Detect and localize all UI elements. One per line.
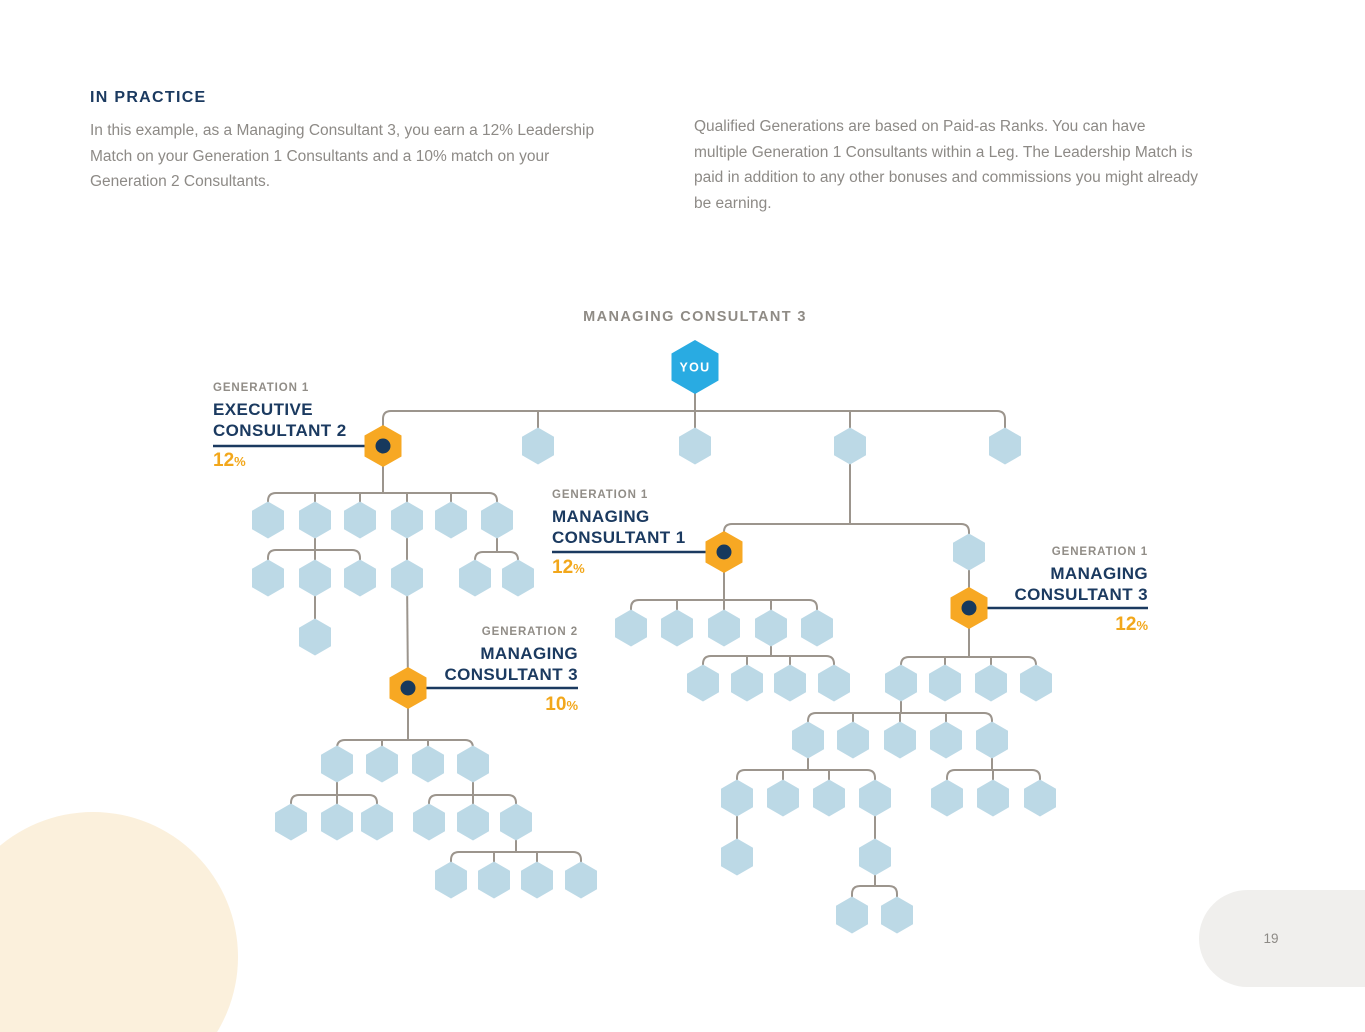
match-percentage: 12% bbox=[552, 557, 585, 578]
intro-paragraph-right: Qualified Generations are based on Paid-as Ranks. You can have multiple Generation 1 Consultants within a Leg. The Leadership Match is paid in addition to any other bonuses and commissions you might already be earning. bbox=[694, 118, 1199, 212]
rank-name-line2: CONSULTANT 2 bbox=[213, 420, 347, 440]
consultant-node bbox=[731, 665, 763, 702]
generation-label: GENERATION 1 bbox=[213, 382, 310, 394]
consultant-node bbox=[481, 502, 513, 539]
consultant-node bbox=[767, 780, 799, 817]
consultant-node bbox=[813, 780, 845, 817]
consultant-node bbox=[976, 722, 1008, 759]
callout-generation1-executive-consultant2 bbox=[213, 381, 347, 472]
consultant-node bbox=[837, 722, 869, 759]
match-percentage: 12% bbox=[213, 450, 246, 471]
consultant-node bbox=[522, 428, 554, 465]
tree-connector bbox=[737, 770, 875, 798]
you-node-label: YOU bbox=[679, 360, 711, 375]
consultant-node bbox=[275, 804, 307, 841]
intro-paragraph-left: In this example, as a Managing Consultant 3, you earn a 12% Leadership Match on your Generation 1 Consultants and a 10% match on your Generation 2 Consultants. bbox=[90, 122, 595, 191]
consultant-node bbox=[252, 560, 284, 597]
consultant-node bbox=[391, 502, 423, 539]
page-number: 19 bbox=[1263, 931, 1279, 946]
consultant-node bbox=[457, 746, 489, 783]
consultant-node bbox=[457, 804, 489, 841]
tree-connector bbox=[451, 852, 581, 880]
rank-name-line2: CONSULTANT 3 bbox=[1014, 584, 1148, 604]
rank-name-line2: CONSULTANT 1 bbox=[552, 527, 686, 547]
rank-name-line1: MANAGING bbox=[1050, 564, 1148, 583]
consultant-node bbox=[708, 610, 740, 647]
consultant-node bbox=[721, 839, 753, 876]
consultant-node bbox=[881, 897, 913, 934]
consultant-node bbox=[366, 746, 398, 783]
consultant-node bbox=[953, 534, 985, 571]
consultant-node bbox=[299, 619, 331, 656]
consultant-node bbox=[859, 780, 891, 817]
consultant-node bbox=[521, 862, 553, 899]
consultant-node bbox=[989, 428, 1021, 465]
consultant-node bbox=[321, 746, 353, 783]
consultant-node bbox=[299, 502, 331, 539]
consultant-node bbox=[774, 665, 806, 702]
consultant-node bbox=[459, 560, 491, 597]
consultant-node bbox=[687, 665, 719, 702]
consultant-node bbox=[930, 722, 962, 759]
consultant-node bbox=[977, 780, 1009, 817]
consultant-node bbox=[1020, 665, 1052, 702]
highlight-dot bbox=[376, 439, 391, 454]
consultant-node bbox=[412, 746, 444, 783]
consultant-node bbox=[679, 428, 711, 465]
consultant-node bbox=[344, 560, 376, 597]
consultant-node bbox=[834, 428, 866, 465]
consultant-node bbox=[344, 502, 376, 539]
generation-label: GENERATION 1 bbox=[1051, 546, 1148, 558]
consultant-node bbox=[931, 780, 963, 817]
consultant-node bbox=[1024, 780, 1056, 817]
tree-connector bbox=[703, 656, 834, 683]
consultant-node bbox=[435, 502, 467, 539]
consultant-node bbox=[565, 862, 597, 899]
tree-connector bbox=[724, 524, 969, 552]
diagram-title: MANAGING CONSULTANT 3 bbox=[583, 309, 807, 325]
consultant-node bbox=[929, 665, 961, 702]
consultant-node bbox=[975, 665, 1007, 702]
rank-name-line1: MANAGING bbox=[480, 644, 578, 663]
consultant-node bbox=[361, 804, 393, 841]
tree-connector bbox=[337, 740, 473, 764]
highlight-dot bbox=[401, 681, 416, 696]
consultant-node bbox=[321, 804, 353, 841]
consultant-node bbox=[792, 722, 824, 759]
consultant-node bbox=[478, 862, 510, 899]
generation-label: GENERATION 2 bbox=[481, 626, 578, 638]
consultant-node bbox=[299, 560, 331, 597]
consultant-node bbox=[884, 722, 916, 759]
consultant-node bbox=[859, 839, 891, 876]
match-percentage: 12% bbox=[1115, 614, 1148, 635]
consultant-node bbox=[836, 897, 868, 934]
rank-name-line2: CONSULTANT 3 bbox=[444, 664, 578, 684]
highlight-dot bbox=[962, 601, 977, 616]
consultant-node bbox=[615, 610, 647, 647]
match-percentage: 10% bbox=[545, 694, 578, 715]
consultant-node bbox=[801, 610, 833, 647]
callout-generation1-managing-consultant1 bbox=[552, 488, 686, 579]
consultant-node bbox=[885, 665, 917, 702]
consultant-node bbox=[818, 665, 850, 702]
generation-label: GENERATION 1 bbox=[552, 489, 649, 501]
rank-name-line1: EXECUTIVE bbox=[213, 400, 313, 419]
rank-name-line1: MANAGING bbox=[552, 507, 650, 526]
section-heading: IN PRACTICE bbox=[90, 89, 207, 106]
callout-generation1-managing-consultant3 bbox=[1014, 545, 1148, 636]
consultant-node bbox=[413, 804, 445, 841]
highlight-dot bbox=[717, 545, 732, 560]
consultant-node bbox=[500, 804, 532, 841]
consultant-node bbox=[661, 610, 693, 647]
consultant-node bbox=[755, 610, 787, 647]
consultant-node bbox=[435, 862, 467, 899]
consultant-node bbox=[391, 560, 423, 597]
tree-connector bbox=[901, 657, 1036, 683]
consultant-node bbox=[721, 780, 753, 817]
callout-generation2-managing-consultant3 bbox=[444, 625, 578, 716]
consultant-node bbox=[252, 502, 284, 539]
consultant-node bbox=[502, 560, 534, 597]
